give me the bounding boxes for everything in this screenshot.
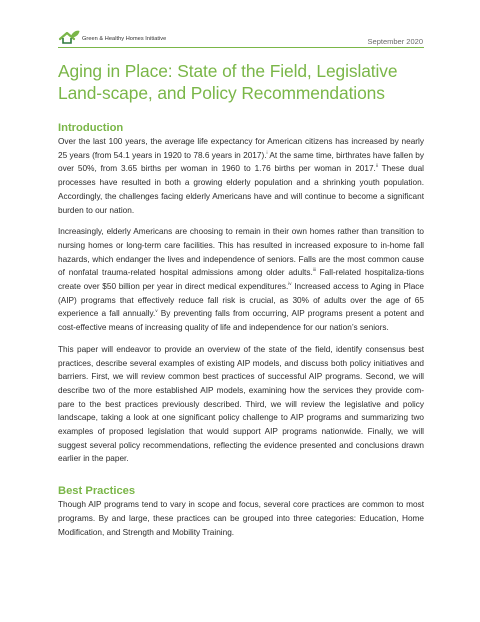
text-run: At the same time, birthrates have fallen by over 50%, from 3.65 births per woman in 1960 to 1.76 births per woman in 2017. [58,150,424,174]
section-heading-introduction: Introduction [58,122,124,134]
footnote-ref: iii [312,267,316,273]
ghhi-logo [58,30,166,44]
section-heading-best-practices: Best Practices [58,485,136,498]
org-name: Green & Healthy Homes Initiative [82,36,167,42]
document-title: Aging in Place: State of the Field, Legislative Land-scape, and Policy Recommendations [58,61,398,103]
best-practices-paragraph-1: Though AIP programs tend to vary in scope and focus, several core practices are common to most programs. By and large, these practices can be grouped into three categories: Education, Home Modification, and Strength and Mobility Training. [58,500,424,537]
intro-paragraph-3: This paper will endeavor to provide an overview of the state of the field, identify consensus best practices, describe several examples of existing AIP models, and discuss both policy initiatives and barriers. First, we will review common best practices of successful AIP programs. Second, we will describe two of the more established AIP models, examining how the services they provide com-pare to the best practices previously described. Third, we will review the legislative and policy landscape, taking a look at one significant policy challenge to AIP programs and summarizing two examples of proposed legislation that would support AIP programs nationwide. Finally, we will suggest several policy recommendations, reflecting the evidence presented and conclusions drawn earlier in the paper. [58,344,424,464]
text-run: Over the last 100 years, the average life expectancy for American citizens has increased by nearly 25 years (from 54.1 years in 1920 to 78.6 years in 2017). [58,137,424,160]
document-date: September 2020 [367,37,423,46]
page-header [0,0,480,50]
text-run: Increasingly, elderly Americans are choosing to remain in their own homes rather than transition to nursing homes or long-term care facilities. This has resulted in increased exposure to in-home fall hazards, which endanger the lives and independence of seniors. Falls are the most common cause of nonfatal trauma-related hospital admissions among older adults. [58,227,424,278]
text-run: Increased access to Aging in Place (AIP) programs that effectively reduce fall risk is crucial, as 30% of adults over the age of 65 experience a fall annually. [58,282,424,319]
footnote-ref: v [155,308,158,314]
footnote-ref: iv [288,281,292,287]
page-content [58,60,424,539]
text-run: These dual processes have resulted in both a growing elderly population and a shrinking youth population. Accordingly, the challenges facing elderly Americans have and will continue to become a significant burden to our nation. [58,164,424,215]
header-divider [58,47,424,48]
footnote-ref: i [266,149,268,155]
text-run: Fall-related hospitaliza-tions create over $50 billion per year in direct medical expenditures. [58,268,424,292]
text-run: By preventing falls from occurring, AIP programs present a potent and cost-effective means of increasing quality of life and independence for our nation’s seniors. [58,309,424,333]
intro-paragraph-1 [58,135,424,217]
intro-paragraph-2 [58,225,424,335]
footnote-ref: ii [375,163,378,169]
house-leaf-icon [58,30,80,44]
